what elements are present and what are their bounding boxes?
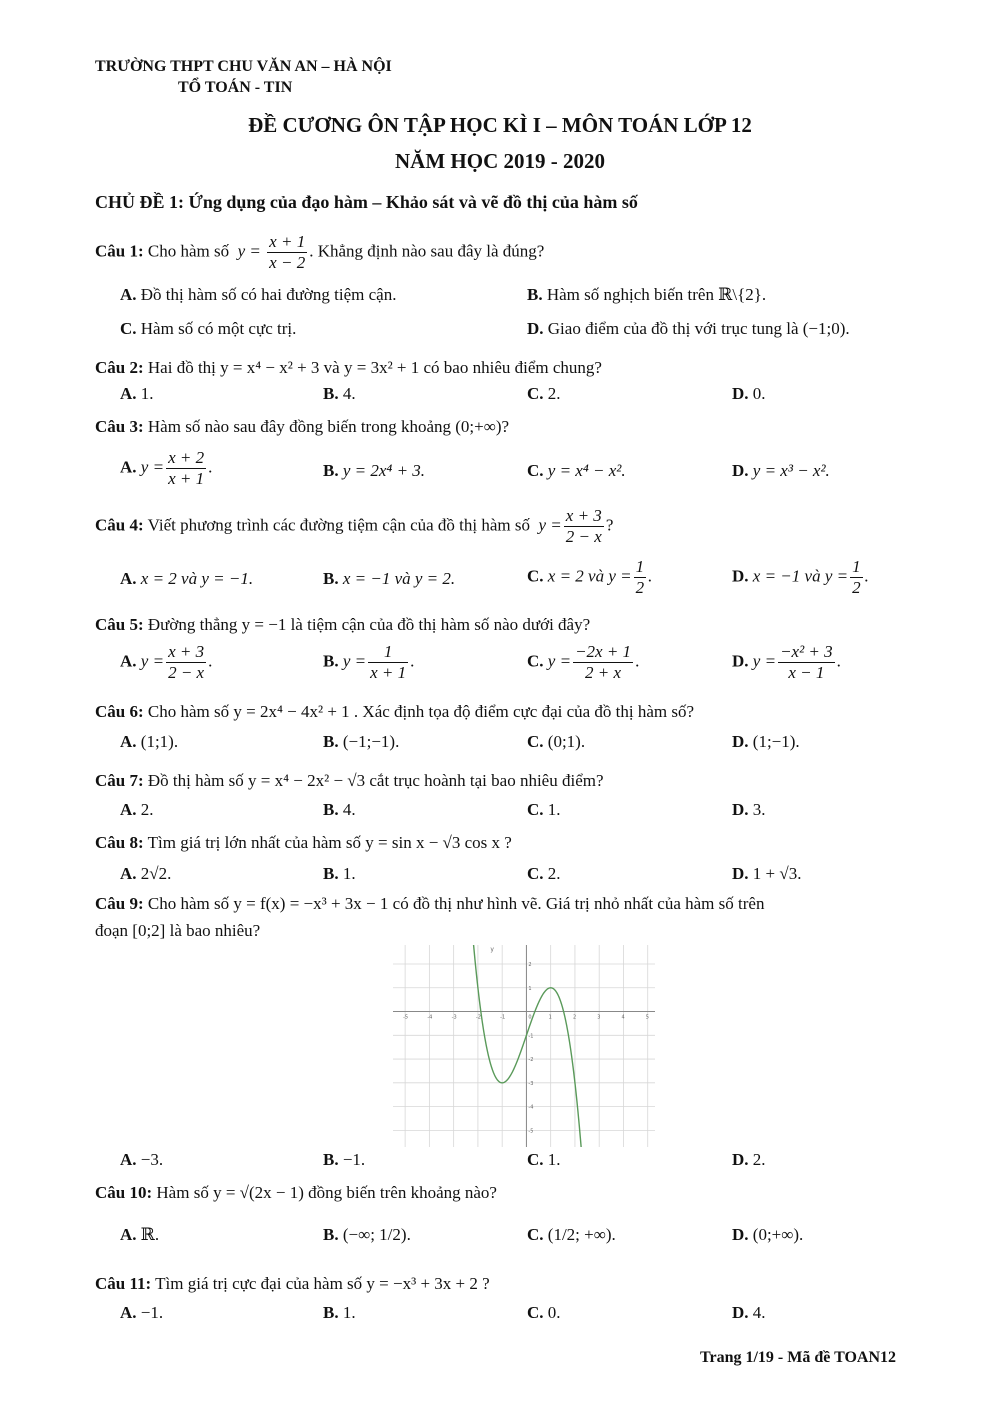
- department: TỔ TOÁN - TIN: [178, 79, 293, 96]
- q1-prefix: Cho hàm số: [147, 241, 230, 261]
- question-5: Câu 5: Đường thẳng y = −1 là tiệm cận của đồ thị hàm số nào dưới đây?: [95, 615, 591, 634]
- q9-option-b[interactable]: B. −1.: [323, 1150, 366, 1169]
- x-tick-label: -3: [451, 1014, 457, 1021]
- q1-option-d[interactable]: D. Giao điểm của đồ thị với trục tung là (−1;0).: [527, 319, 850, 338]
- y-tick-label: -5: [528, 1128, 534, 1135]
- x-tick-label: 4: [621, 1014, 625, 1021]
- q4-option-a[interactable]: A. x = 2 và y = −1.: [120, 569, 254, 588]
- q4-option-b[interactable]: B. x = −1 và y = 2.: [323, 569, 456, 588]
- q9-option-a[interactable]: A. −3.: [120, 1150, 164, 1169]
- q5-option-d[interactable]: D. y = $\frac{\text{−x² + 3}}{x - 1}$ .: [732, 642, 841, 682]
- y-tick-label: 2: [528, 962, 532, 969]
- q4-option-d[interactable]: D. x = −1 và y = $\frac{1}{2}$ .: [732, 557, 869, 597]
- question-3: Câu 3: Hàm số nào sau đây đồng biến trong khoảng (0;+∞)?: [95, 417, 510, 436]
- q10-option-a[interactable]: A. ℝ.: [120, 1225, 160, 1244]
- school-year: NĂM HỌC 2019 - 2020: [395, 149, 605, 173]
- q2-option-d[interactable]: D. 0.: [732, 384, 766, 403]
- x-tick-label: -5: [403, 1014, 409, 1021]
- question-11: Câu 11: Tìm giá trị cực đại của hàm số y = −x³ + 3x + 2 ?: [95, 1274, 490, 1293]
- q6-option-d[interactable]: D. (1;−1).: [732, 732, 800, 751]
- question-6: Câu 6: Cho hàm số y = 2x⁴ − 4x² + 1 . Xác định tọa độ điểm cực đại của đồ thị hàm số?: [95, 702, 695, 721]
- function-graph: [393, 945, 655, 1147]
- x-tick-label: 1: [548, 1014, 552, 1021]
- q3-option-d[interactable]: D. y = x³ − x².: [732, 461, 830, 480]
- q1-option-a[interactable]: A. Đồ thị hàm số có hai đường tiệm cận.: [120, 285, 397, 304]
- y-tick-label: -3: [528, 1080, 534, 1087]
- q10-option-d[interactable]: D. (0;+∞).: [732, 1225, 804, 1244]
- q6-option-c[interactable]: C. (0;1).: [527, 732, 586, 751]
- q1-fraction: $\frac{x + 1}{x - 2}$: [269, 232, 306, 272]
- y-tick-label: -4: [528, 1104, 534, 1111]
- school-name: TRƯỜNG THPT CHU VĂN AN – HÀ NỘI: [95, 58, 392, 75]
- q5-option-b[interactable]: B. y = $\frac{1}{x + 1}$ .: [323, 642, 415, 682]
- q11-option-d[interactable]: D. 4.: [732, 1303, 766, 1322]
- q2-option-a[interactable]: A. 1.: [120, 384, 154, 403]
- q1-option-c[interactable]: C. Hàm số có một cực trị.: [120, 319, 297, 338]
- q9-option-d[interactable]: D. 2.: [732, 1150, 766, 1169]
- q6-option-a[interactable]: A. (1;1).: [120, 732, 179, 751]
- x-tick-label: -2: [475, 1014, 481, 1021]
- q3-option-c[interactable]: C. y = x⁴ − x².: [527, 461, 626, 480]
- q8-option-b[interactable]: B. 1.: [323, 864, 356, 883]
- question-2: Câu 2: Hai đồ thị y = x⁴ − x² + 3 và y = 3x² + 1 có bao nhiêu điểm chung?: [95, 358, 602, 377]
- y-tick-label: -2: [528, 1057, 534, 1064]
- q7-option-d[interactable]: D. 3.: [732, 800, 766, 819]
- x-tick-label: 5: [645, 1014, 649, 1021]
- q6-option-b[interactable]: B. (−1;−1).: [323, 732, 400, 751]
- q7-option-a[interactable]: A. 2.: [120, 800, 154, 819]
- q8-option-c[interactable]: C. 2.: [527, 864, 561, 883]
- question-1: Câu 1: Cho hàm số y = $\frac{x + 1}{x - 2}$ . Khẳng định nào sau đây là đúng?: [95, 232, 545, 272]
- x-tick-label: 0: [528, 1014, 532, 1021]
- q1-suffix: . Khẳng định nào sau đây là đúng?: [309, 241, 545, 261]
- q4-option-c[interactable]: C. x = 2 và y = $\frac{1}{2}$ .: [527, 557, 653, 597]
- x-tick-label: 2: [572, 1014, 577, 1021]
- q9-option-c[interactable]: C. 1.: [527, 1150, 561, 1169]
- y-tick-label: 1: [528, 985, 532, 992]
- q5-option-a[interactable]: A. y = $\frac{x + 3}{2 - x}$ .: [120, 642, 213, 682]
- q3-option-a[interactable]: A. y = $\frac{x + 2}{x + 1}$ .: [120, 448, 213, 488]
- question-9: Câu 9: Cho hàm số y = f(x) = −x³ + 3x − 1 có đồ thị như hình vẽ. Giá trị nhỏ nhất của hàm số trên: [95, 894, 765, 913]
- q10-option-b[interactable]: B. (−∞; 1/2).: [323, 1225, 411, 1244]
- q10-option-c[interactable]: C. (1/2; +∞).: [527, 1225, 616, 1244]
- question-8: Câu 8: Tìm giá trị lớn nhất của hàm số y = sin x − √3 cos x ?: [95, 833, 512, 852]
- q11-option-c[interactable]: C. 0.: [527, 1303, 561, 1322]
- q7-option-c[interactable]: C. 1.: [527, 800, 561, 819]
- x-tick-label: -1: [500, 1014, 506, 1021]
- q2-option-c[interactable]: C. 2.: [527, 384, 561, 403]
- function-curve: [473, 945, 582, 1147]
- q2-option-b[interactable]: B. 4.: [323, 384, 356, 403]
- q8-option-d[interactable]: D. 1 + √3.: [732, 864, 802, 883]
- q11-option-b[interactable]: B. 1.: [323, 1303, 356, 1322]
- topic-heading: CHỦ ĐỀ 1: Ứng dụng của đạo hàm – Khảo sát và vẽ đồ thị của hàm số: [95, 192, 638, 212]
- q3-option-b[interactable]: B. y = 2x⁴ + 3.: [323, 461, 426, 480]
- page-footer: Trang 1/19 - Mã đề TOAN12: [700, 1349, 897, 1366]
- q7-option-b[interactable]: B. 4.: [323, 800, 356, 819]
- question-10: Câu 10: Hàm số y = √(2x − 1) đồng biến trên khoảng nào?: [95, 1183, 497, 1202]
- q1-option-b[interactable]: B. Hàm số nghịch biến trên ℝ\{2}.: [527, 285, 767, 304]
- x-tick-label: -4: [427, 1014, 433, 1021]
- y-tick-label: -1: [528, 1033, 534, 1040]
- question-7: Câu 7: Đồ thị hàm số y = x⁴ − 2x² − √3 cắt trục hoành tại bao nhiêu điểm?: [95, 771, 604, 790]
- q8-option-a[interactable]: A. 2√2.: [120, 864, 172, 883]
- question-9-line-2: đoạn [0;2] là bao nhiêu?: [95, 921, 261, 940]
- q5-option-c[interactable]: C. y = $\frac{-2x + 1}{2 + x}$ .: [527, 642, 640, 682]
- document-title: ĐỀ CƯƠNG ÔN TẬP HỌC KÌ I – MÔN TOÁN LỚP 12: [248, 113, 752, 137]
- question-4: Câu 4: Viết phương trình các đường tiệm cận của đồ thị hàm số y = $\frac{x + 3}{2 - x}$ ?: [95, 506, 614, 546]
- y-axis-label: y: [490, 946, 494, 953]
- q1-label: Câu 1:: [95, 241, 144, 261]
- q11-option-a[interactable]: A. −1.: [120, 1303, 164, 1322]
- x-tick-label: 3: [597, 1014, 601, 1021]
